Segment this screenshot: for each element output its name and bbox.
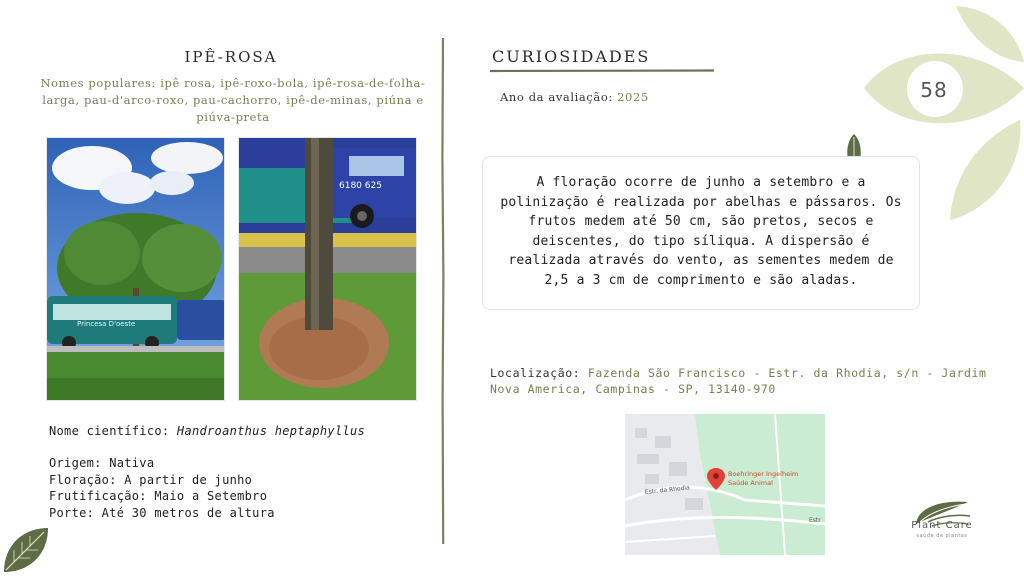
scientific-name xyxy=(49,424,365,438)
tree-photo-full xyxy=(46,137,225,401)
title-underline xyxy=(490,69,714,73)
year-value: 2025 xyxy=(617,90,649,104)
bus-text-2: 6180 625 xyxy=(339,181,382,191)
species-title: IPÊ-ROSA xyxy=(184,48,278,66)
page-number: 58 xyxy=(920,78,948,102)
popular-names: Nomes populares: ipê rosa, ipê-roxo-bola, ipê-rosa-de-folha-larga, pau-d'arco-roxo, pau-cachorro, ipê-de-minas, piúna e piúva-preta xyxy=(40,76,426,124)
scientific-name-label: Nome científico: xyxy=(49,424,177,438)
fact-flowering: Floração: A partir de junho xyxy=(49,472,253,487)
curiosities-title: CURIOSIDADES xyxy=(492,47,651,66)
location-value: Fazenda São Francisco - Estr. da Rhodia, s/n - Jardim Nova America, Campinas - SP, 13140-970 xyxy=(490,366,987,396)
leaf-decoration-bottom-left xyxy=(0,524,52,576)
facts-list xyxy=(49,455,275,521)
brand-tagline: saúde de plantas xyxy=(916,533,968,539)
location-map[interactable] xyxy=(625,414,825,555)
map-pin-label-2: Saúde Animal xyxy=(728,479,773,487)
map-road-label: Estr. da Rhodia xyxy=(644,484,691,496)
location xyxy=(490,366,990,397)
fact-origin: Origem: Nativa xyxy=(49,456,155,470)
bus-text-1: Princesa D'oeste xyxy=(77,320,136,328)
curiosities-description: A floração ocorre de junho a setembro e a polinização é realizada por abelhas e pássaros. Os frutos medem até 50 cm, são pretos, secos e deiscentes, do tipo síliqua. A dispersão é realizada através do vento, as sementes medem de 2,5 a 3 cm de comprimento e são aladas. xyxy=(482,156,920,310)
tree-trunk-photo xyxy=(238,137,417,401)
brand-name: Plant Care xyxy=(911,520,973,531)
fact-size: Porte: Até 30 metros de altura xyxy=(49,505,275,520)
location-label: Localização: xyxy=(490,366,588,380)
year-label: Ano da avaliação: xyxy=(500,90,618,104)
evaluation-year xyxy=(500,90,649,104)
column-divider xyxy=(441,38,445,544)
scientific-name-value: Handroanthus heptaphyllus xyxy=(176,424,366,438)
fact-fruiting: Frutificação: Maio a Setembro xyxy=(49,489,268,503)
map-road-label-2: Estr xyxy=(809,517,821,524)
map-pin-label-1: Boehringer Ingelheim xyxy=(728,470,799,478)
